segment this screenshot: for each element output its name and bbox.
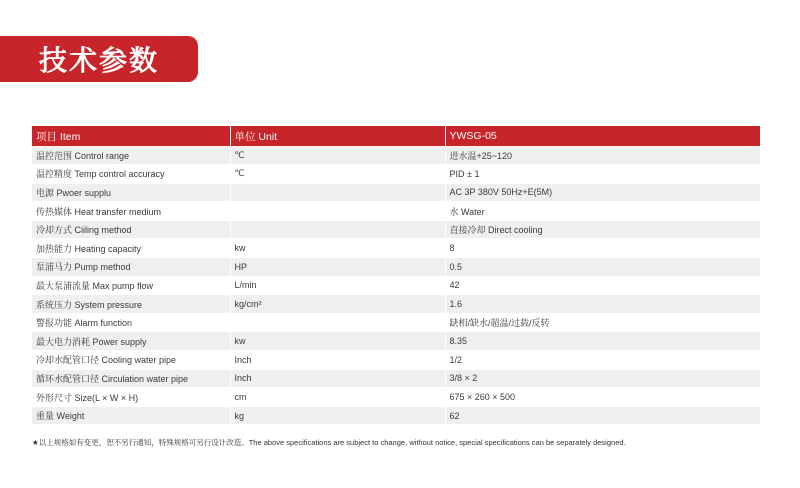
- unit-cell: ℃: [230, 165, 445, 184]
- table-row: [32, 183, 760, 202]
- item-cell: 最大泵浦流量 Max pump flow: [32, 276, 230, 295]
- table-row: [32, 295, 760, 314]
- value-cell: 水 Water: [445, 202, 760, 221]
- table-row: [32, 388, 760, 407]
- unit-cell: kw: [230, 332, 445, 351]
- value-cell: 8: [445, 239, 760, 258]
- unit-cell: [230, 220, 445, 239]
- value-cell: PID ± 1: [445, 165, 760, 184]
- unit-cell: kg/cm²: [230, 295, 445, 314]
- table-row: [32, 202, 760, 221]
- spec-table: [32, 126, 760, 425]
- table-row: [32, 258, 760, 277]
- footnote: ★以上规格如有变更，恕不另行通知，特殊规格可另行设计改造。The above specifications are subject to change, without notice, special specifications can be separately designed.: [32, 438, 626, 447]
- unit-cell: Inch: [230, 351, 445, 370]
- table-row: [32, 165, 760, 184]
- value-cell: 1.6: [445, 295, 760, 314]
- unit-cell: ℃: [230, 146, 445, 165]
- table-row: [32, 220, 760, 239]
- item-cell: 警报功能 Alarm function: [32, 313, 230, 332]
- table-row: [32, 313, 760, 332]
- item-cell: 外形尺寸 Size(L × W × H): [32, 388, 230, 407]
- item-cell: 最大电力消耗 Power supply: [32, 332, 230, 351]
- item-cell: 电源 Pwoer supplu: [32, 183, 230, 202]
- section-title-banner: [0, 36, 198, 82]
- item-cell: 冷却方式 Ciiling method: [32, 220, 230, 239]
- column-header-item: 项目 Item: [32, 126, 230, 146]
- unit-cell: kw: [230, 239, 445, 258]
- table-row: [32, 239, 760, 258]
- value-cell: 675 × 260 × 500: [445, 388, 760, 407]
- item-cell: 传热媒体 Heat transfer medium: [32, 202, 230, 221]
- unit-cell: [230, 313, 445, 332]
- value-cell: 进水温+25~120: [445, 146, 760, 165]
- item-cell: 温控范围 Control range: [32, 146, 230, 165]
- unit-cell: Inch: [230, 369, 445, 388]
- unit-cell: [230, 183, 445, 202]
- value-cell: 0.5: [445, 258, 760, 277]
- section-title: 技术参数: [38, 44, 159, 77]
- value-cell: AC 3P 380V 50Hz+E(5M): [445, 183, 760, 202]
- item-cell: 冷却水配管口径 Cooling water pipe: [32, 351, 230, 370]
- unit-cell: cm: [230, 388, 445, 407]
- table-row: [32, 351, 760, 370]
- table-row: [32, 146, 760, 165]
- item-cell: 温控精度 Temp control accuracy: [32, 165, 230, 184]
- value-cell: 62: [445, 406, 760, 425]
- value-cell: 42: [445, 276, 760, 295]
- item-cell: 循环水配管口径 Circulation water pipe: [32, 369, 230, 388]
- table-row: [32, 369, 760, 388]
- unit-cell: HP: [230, 258, 445, 277]
- item-cell: 加热能力 Heating capacity: [32, 239, 230, 258]
- table-row: [32, 332, 760, 351]
- value-cell: 缺相/缺水/超温/过载/反转: [445, 313, 760, 332]
- value-cell: 8.35: [445, 332, 760, 351]
- value-cell: 1/2: [445, 351, 760, 370]
- table-header-row: [32, 126, 760, 146]
- value-cell: 直接冷却 Direct cooling: [445, 220, 760, 239]
- item-cell: 泵浦马力 Pump method: [32, 258, 230, 277]
- unit-cell: [230, 202, 445, 221]
- value-cell: 3/8 × 2: [445, 369, 760, 388]
- table-row: [32, 276, 760, 295]
- column-header-unit: 单位 Unit: [230, 126, 445, 146]
- unit-cell: L/min: [230, 276, 445, 295]
- unit-cell: kg: [230, 406, 445, 425]
- column-header-model: YWSG-05: [449, 130, 497, 142]
- spec-table-body: [32, 146, 760, 425]
- table-row: [32, 406, 760, 425]
- item-cell: 系统压力 System pressure: [32, 295, 230, 314]
- item-cell: 重量 Weight: [32, 406, 230, 425]
